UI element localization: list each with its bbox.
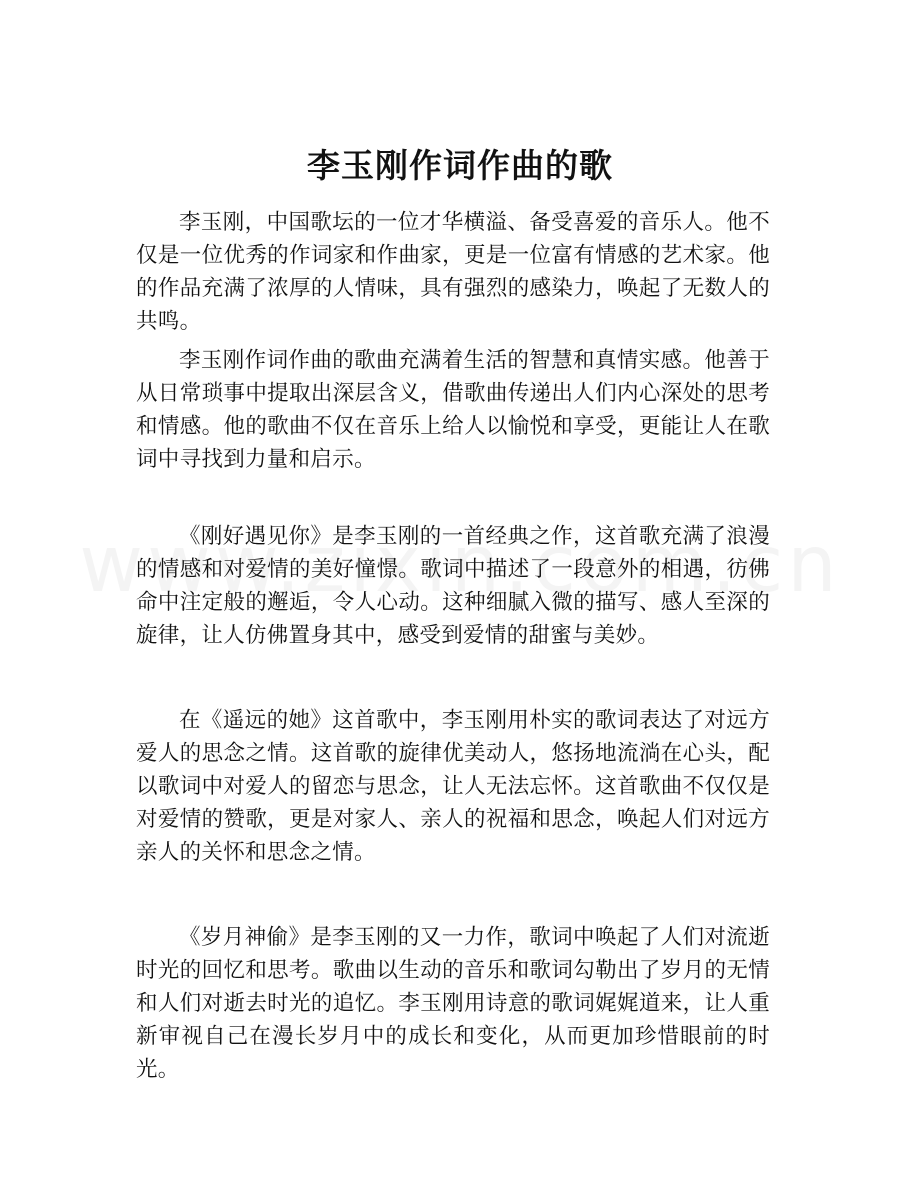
paragraph-4: 在《遥远的她》这首歌中，李玉刚用朴实的歌词表达了对远方爱人的思念之情。这首歌的旋律优美动人，悠扬地流淌在心头，配以歌词中对爱人的留恋与思念，让人无法忘怀。这首歌曲不仅仅是对爱情的赞歌，更是对家人、亲人的祝福和思念，唤起人们对远方亲人的关怀和思念之情。 bbox=[136, 708, 770, 865]
page-title: 李玉刚作词作曲的歌 bbox=[307, 146, 613, 185]
paragraph-1: 李玉刚，中国歌坛的一位才华横溢、备受喜爱的音乐人。他不仅是一位优秀的作词家和作曲家，更是一位富有情感的艺术家。他的作品充满了浓厚的人情味，具有强烈的感染力，唤起了无数人的共鸣。 bbox=[136, 210, 770, 334]
paragraph-3: 《刚好遇见你》是李玉刚的一首经典之作，这首歌充满了浪漫的情感和对爱情的美好憧憬。歌词中描述了一段意外的相遇，彷佛命中注定般的邂逅，令人心动。这种细腻入微的描写、感人至深的旋律，让人仿佛置身其中，感受到爱情的甜蜜与美妙。 bbox=[136, 524, 770, 648]
paragraph-5: 《岁月神偷》是李玉刚的又一力作，歌词中唤起了人们对流逝时光的回忆和思考。歌曲以生动的音乐和歌词勾勒出了岁月的无情和人们对逝去时光的追忆。李玉刚用诗意的歌词娓娓道来，让人重新审视自己在漫长岁月中的成长和变化，从而更加珍惜眼前的时光。 bbox=[136, 925, 770, 1082]
paragraph-2: 李玉刚作词作曲的歌曲充满着生活的智慧和真情实感。他善于从日常琐事中提取出深层含义，借歌曲传递出人们内心深处的思考和情感。他的歌曲不仅在音乐上给人以愉悦和享受，更能让人在歌词中寻找到力量和启示。 bbox=[136, 348, 770, 472]
